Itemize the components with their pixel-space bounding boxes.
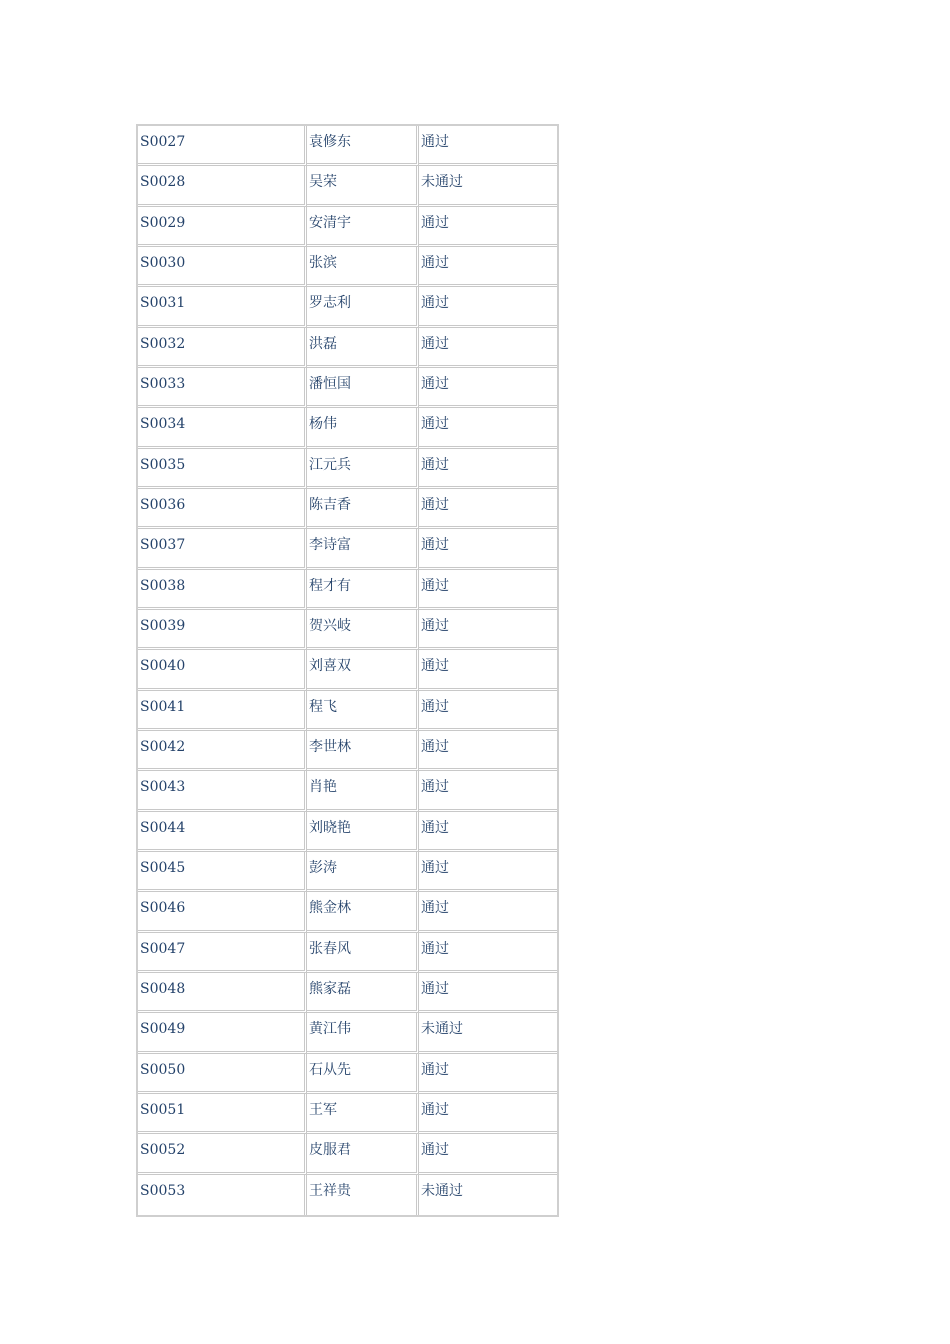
student-name-cell-text: 黄江伟 <box>309 1021 351 1038</box>
student-name-cell-text: 江元兵 <box>309 456 351 473</box>
result-status-cell <box>419 1013 557 1053</box>
student-id-cell-text: S0045 <box>140 859 186 876</box>
result-status-cell-text: 通过 <box>421 738 449 755</box>
student-name-cell <box>307 207 419 247</box>
student-name-cell <box>307 1054 419 1094</box>
student-name-cell-text: 肖艳 <box>309 779 337 796</box>
student-name-cell-text: 张春风 <box>309 940 351 957</box>
result-status-cell-text: 未通过 <box>421 1182 463 1199</box>
table-row <box>138 1175 557 1215</box>
result-status-cell <box>419 691 557 731</box>
student-name-cell <box>307 933 419 973</box>
table-row <box>138 408 557 448</box>
result-status-cell-text: 通过 <box>421 496 449 513</box>
student-name-cell <box>307 449 419 489</box>
results-table-body <box>138 126 557 1215</box>
table-row <box>138 1094 557 1134</box>
student-name-cell-text: 程才有 <box>309 577 351 594</box>
student-name-cell <box>307 247 419 287</box>
student-id-cell <box>138 368 307 408</box>
student-id-cell <box>138 812 307 852</box>
result-status-cell <box>419 933 557 973</box>
table-row <box>138 247 557 287</box>
result-status-cell <box>419 892 557 932</box>
result-status-cell <box>419 771 557 811</box>
student-name-cell <box>307 126 419 166</box>
result-status-cell <box>419 408 557 448</box>
table-row <box>138 328 557 368</box>
result-status-cell-text: 通过 <box>421 1142 449 1159</box>
student-id-cell <box>138 933 307 973</box>
table-row <box>138 691 557 731</box>
result-status-cell-text: 通过 <box>421 1061 449 1078</box>
result-status-cell-text: 通过 <box>421 254 449 271</box>
student-name-cell <box>307 489 419 529</box>
student-id-cell-text: S0040 <box>140 658 186 675</box>
student-id-cell <box>138 328 307 368</box>
result-status-cell-text: 未通过 <box>421 174 463 191</box>
student-name-cell-text: 潘恒国 <box>309 375 351 392</box>
result-status-cell-text: 通过 <box>421 375 449 392</box>
table-row <box>138 610 557 650</box>
student-name-cell <box>307 1134 419 1174</box>
student-id-cell-text: S0053 <box>140 1182 186 1199</box>
student-name-cell-text: 程飞 <box>309 698 337 715</box>
result-status-cell-text: 通过 <box>421 1101 449 1118</box>
table-row <box>138 892 557 932</box>
student-name-cell <box>307 973 419 1013</box>
student-name-cell-text: 皮服君 <box>309 1142 351 1159</box>
result-status-cell-text: 通过 <box>421 335 449 352</box>
table-row <box>138 126 557 166</box>
student-name-cell <box>307 771 419 811</box>
student-name-cell-text: 张滨 <box>309 254 337 271</box>
student-name-cell-text: 王军 <box>309 1101 337 1118</box>
result-status-cell <box>419 328 557 368</box>
student-id-cell <box>138 1134 307 1174</box>
student-id-cell <box>138 1054 307 1094</box>
table-row <box>138 368 557 408</box>
result-status-cell-text: 通过 <box>421 577 449 594</box>
student-name-cell-text: 罗志利 <box>309 295 351 312</box>
result-status-cell <box>419 207 557 247</box>
result-status-cell <box>419 489 557 529</box>
table-row <box>138 529 557 569</box>
result-status-cell-text: 通过 <box>421 214 449 231</box>
table-row <box>138 1054 557 1094</box>
student-id-cell-text: S0052 <box>140 1142 186 1159</box>
table-row <box>138 771 557 811</box>
result-status-cell <box>419 529 557 569</box>
student-name-cell-text: 熊金林 <box>309 900 351 917</box>
result-status-cell-text: 未通过 <box>421 1021 463 1038</box>
student-id-cell <box>138 126 307 166</box>
table-row <box>138 933 557 973</box>
student-id-cell <box>138 287 307 327</box>
result-status-cell-text: 通过 <box>421 537 449 554</box>
result-status-cell-text: 通过 <box>421 698 449 715</box>
result-status-cell <box>419 1054 557 1094</box>
student-id-cell-text: S0031 <box>140 295 186 312</box>
student-id-cell-text: S0028 <box>140 174 186 191</box>
result-status-cell-text: 通过 <box>421 456 449 473</box>
table-row <box>138 166 557 206</box>
results-table <box>138 126 557 1215</box>
student-name-cell-text: 刘喜双 <box>309 658 351 675</box>
student-name-cell-text: 安清宇 <box>309 214 351 231</box>
student-name-cell <box>307 328 419 368</box>
student-id-cell <box>138 1094 307 1134</box>
student-id-cell <box>138 529 307 569</box>
student-name-cell <box>307 852 419 892</box>
student-name-cell-text: 刘晓艳 <box>309 819 351 836</box>
student-id-cell <box>138 1013 307 1053</box>
result-status-cell <box>419 287 557 327</box>
student-id-cell-text: S0034 <box>140 416 186 433</box>
student-id-cell-text: S0039 <box>140 617 186 634</box>
result-status-cell <box>419 1094 557 1134</box>
student-id-cell <box>138 449 307 489</box>
student-id-cell-text: S0047 <box>140 940 186 957</box>
student-name-cell <box>307 287 419 327</box>
table-row <box>138 650 557 690</box>
table-row <box>138 1013 557 1053</box>
result-status-cell-text: 通过 <box>421 940 449 957</box>
result-status-cell <box>419 570 557 610</box>
result-status-cell <box>419 126 557 166</box>
student-name-cell <box>307 166 419 206</box>
table-row <box>138 973 557 1013</box>
student-id-cell-text: S0050 <box>140 1061 186 1078</box>
student-name-cell-text: 杨伟 <box>309 416 337 433</box>
table-row <box>138 207 557 247</box>
student-name-cell-text: 袁修东 <box>309 134 351 150</box>
student-id-cell-text: S0041 <box>140 698 186 715</box>
table-row <box>138 489 557 529</box>
table-row <box>138 1134 557 1174</box>
result-status-cell <box>419 1175 557 1215</box>
student-id-cell <box>138 691 307 731</box>
student-id-cell <box>138 852 307 892</box>
table-row <box>138 812 557 852</box>
table-row <box>138 449 557 489</box>
student-id-cell <box>138 1175 307 1215</box>
student-id-cell-text: S0038 <box>140 577 186 594</box>
student-id-cell-text: S0029 <box>140 214 186 231</box>
table-row <box>138 570 557 610</box>
student-name-cell <box>307 408 419 448</box>
student-id-cell-text: S0043 <box>140 779 186 796</box>
student-id-cell <box>138 166 307 206</box>
student-name-cell-text: 彭涛 <box>309 859 337 876</box>
student-id-cell-text: S0037 <box>140 537 186 554</box>
result-status-cell <box>419 731 557 771</box>
student-name-cell-text: 吴荣 <box>309 174 337 191</box>
student-name-cell <box>307 570 419 610</box>
student-name-cell <box>307 610 419 650</box>
student-id-cell-text: S0042 <box>140 738 186 755</box>
student-id-cell-text: S0033 <box>140 375 186 392</box>
student-name-cell-text: 洪磊 <box>309 335 337 352</box>
student-id-cell <box>138 489 307 529</box>
student-id-cell-text: S0051 <box>140 1101 186 1118</box>
student-name-cell <box>307 892 419 932</box>
result-status-cell-text: 通过 <box>421 859 449 876</box>
student-id-cell-text: S0049 <box>140 1021 186 1038</box>
student-id-cell-text: S0035 <box>140 456 186 473</box>
student-id-cell-text: S0030 <box>140 254 186 271</box>
student-name-cell-text: 石从先 <box>309 1061 351 1078</box>
result-status-cell <box>419 449 557 489</box>
result-status-cell <box>419 973 557 1013</box>
result-status-cell-text: 通过 <box>421 134 449 150</box>
result-status-cell-text: 通过 <box>421 416 449 433</box>
student-name-cell-text: 陈吉香 <box>309 496 351 513</box>
result-status-cell-text: 通过 <box>421 295 449 312</box>
student-name-cell <box>307 691 419 731</box>
student-id-cell <box>138 892 307 932</box>
result-status-cell-text: 通过 <box>421 658 449 675</box>
student-id-cell-text: S0036 <box>140 496 186 513</box>
student-id-cell-text: S0032 <box>140 335 186 352</box>
student-name-cell-text: 贺兴岐 <box>309 617 351 634</box>
results-table-container <box>136 124 559 1217</box>
result-status-cell-text: 通过 <box>421 900 449 917</box>
student-name-cell <box>307 1094 419 1134</box>
result-status-cell-text: 通过 <box>421 779 449 796</box>
result-status-cell-text: 通过 <box>421 980 449 997</box>
result-status-cell-text: 通过 <box>421 617 449 634</box>
result-status-cell-text: 通过 <box>421 819 449 836</box>
student-name-cell <box>307 731 419 771</box>
student-id-cell <box>138 570 307 610</box>
result-status-cell <box>419 368 557 408</box>
student-name-cell <box>307 1013 419 1053</box>
student-id-cell <box>138 650 307 690</box>
result-status-cell <box>419 650 557 690</box>
student-name-cell-text: 熊家磊 <box>309 980 351 997</box>
student-id-cell-text: S0044 <box>140 819 186 836</box>
student-id-cell <box>138 771 307 811</box>
student-name-cell <box>307 812 419 852</box>
student-id-cell <box>138 247 307 287</box>
student-name-cell-text: 王祥贵 <box>309 1182 351 1199</box>
student-name-cell <box>307 1175 419 1215</box>
table-row <box>138 287 557 327</box>
student-id-cell-text: S0027 <box>140 134 186 150</box>
student-id-cell <box>138 731 307 771</box>
result-status-cell <box>419 812 557 852</box>
result-status-cell <box>419 247 557 287</box>
student-id-cell <box>138 610 307 650</box>
student-name-cell-text: 李诗富 <box>309 537 351 554</box>
student-id-cell-text: S0046 <box>140 900 186 917</box>
student-name-cell <box>307 529 419 569</box>
student-id-cell <box>138 408 307 448</box>
result-status-cell <box>419 852 557 892</box>
table-row <box>138 852 557 892</box>
result-status-cell <box>419 1134 557 1174</box>
student-id-cell <box>138 973 307 1013</box>
result-status-cell <box>419 166 557 206</box>
student-id-cell <box>138 207 307 247</box>
result-status-cell <box>419 610 557 650</box>
table-row <box>138 731 557 771</box>
student-name-cell <box>307 650 419 690</box>
student-name-cell-text: 李世林 <box>309 738 351 755</box>
student-id-cell-text: S0048 <box>140 980 186 997</box>
student-name-cell <box>307 368 419 408</box>
